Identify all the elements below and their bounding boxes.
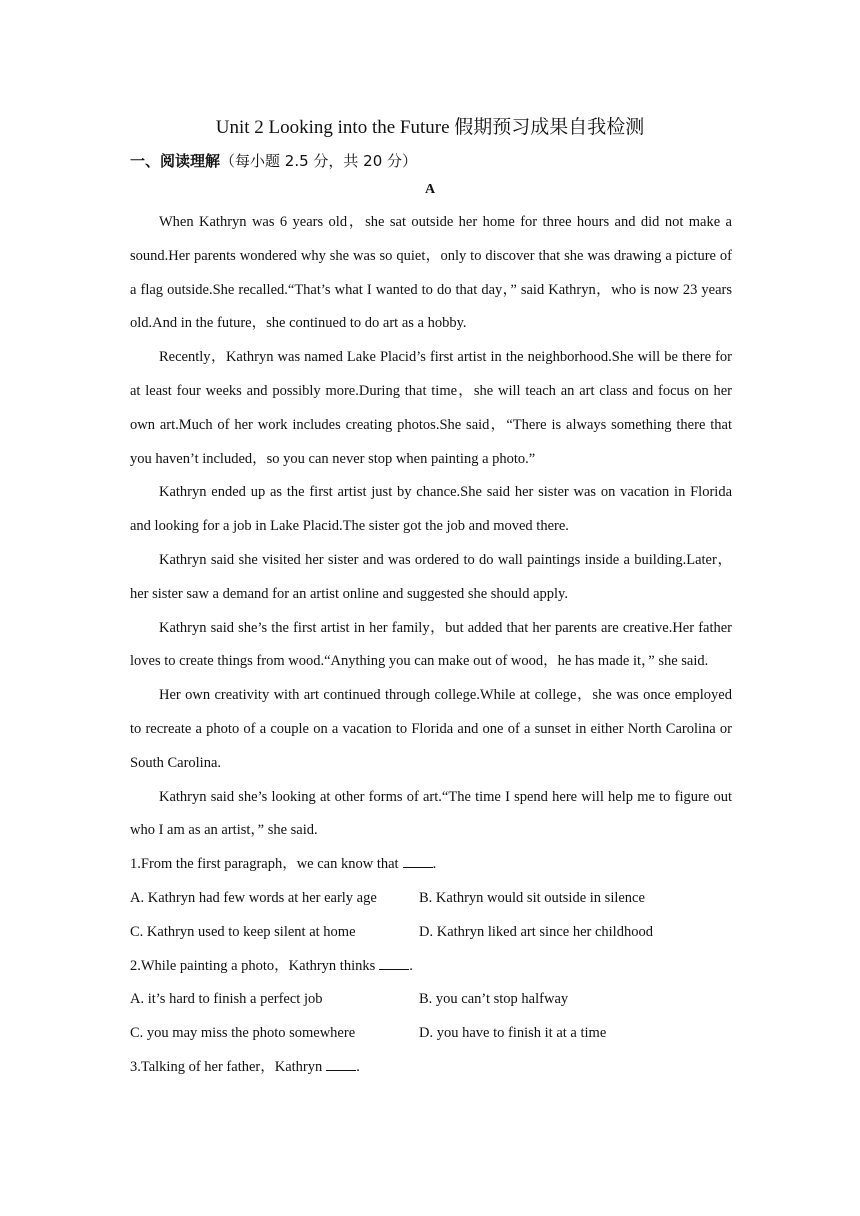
question-2-options-row-2 [130, 1017, 732, 1051]
answer-blank [326, 1069, 356, 1071]
document-title: Unit 2 Looking into the Future 假期预习成果自我检测 [215, 117, 645, 138]
answer-blank [403, 866, 433, 868]
question-1-options-row-2 [130, 916, 732, 950]
question-1: 1.From the first paragraph，we can know that . [130, 856, 437, 873]
question-1-stem: 1.From the first paragraph，we can know that [130, 856, 399, 873]
option-c: C. Kathryn used to keep silent at home [130, 923, 356, 940]
paragraph-6: Her own creativity with art continued through college.While at college，she was once employed to recreate a photo of a couple on a vacation to Florida and one of a sunset in either North Carolina or South Carolina. [130, 687, 732, 771]
question-2: 2.While painting a photo，Kathryn thinks . [130, 957, 413, 974]
option-a: A. Kathryn had few words at her early age [130, 889, 377, 906]
question-3-stem: 3.Talking of her father，Kathryn [130, 1058, 323, 1075]
question-2-stem: 2.While painting a photo，Kathryn thinks [130, 957, 376, 974]
option-d: D. Kathryn liked art since her childhood [419, 923, 653, 940]
paragraph-5: Kathryn said she’s the first artist in her family，but added that her parents are creative.Her father loves to create things from wood.“Anything you can make out of wood，he has made it，” she said. [130, 619, 732, 670]
passage-label: A [424, 182, 436, 197]
section-title: 一、阅读理解 [130, 152, 221, 170]
paragraph-1: When Kathryn was 6 years old，she sat outside her home for three hours and did not make a sound.Her parents wondered why she was so quiet，only to discover that she was drawing a picture of a flag outside.She recalled.“That’s what I wanted to do that day，” said Kathryn，who is now 23 years old.And in the future，she continued to do art as a hobby. [130, 214, 732, 332]
answer-blank [379, 968, 409, 970]
option-c: C. you may miss the photo somewhere [130, 1025, 356, 1042]
option-b: B. Kathryn would sit outside in silence [419, 889, 645, 906]
section-heading [130, 150, 417, 172]
passage-body [130, 206, 732, 1085]
question-2-options-row-1 [130, 983, 732, 1017]
paragraph-2: Recently，Kathryn was named Lake Placid’s first artist in the neighborhood.She will be there for at least four weeks and possibly more.During that time，she will teach an art class and focus on her own art.Much of her work includes creating photos.She said，“There is always something there that you haven’t included，so you can never stop when painting a photo.” [130, 349, 732, 467]
question-3: 3.Talking of her father，Kathryn . [130, 1058, 360, 1075]
question-1-options-row-1 [130, 882, 732, 916]
paragraph-3: Kathryn ended up as the first artist just by chance.She said her sister was on vacation in Florida and looking for a job in Lake Placid.The sister got the job and moved there. [130, 484, 732, 535]
option-b: B. you can’t stop halfway [419, 991, 569, 1008]
option-a: A. it’s hard to finish a perfect job [130, 991, 323, 1008]
section-scoring-note: （每小题 2.5 分，共 20 分） [220, 152, 418, 170]
option-d: D. you have to finish it at a time [419, 1025, 607, 1042]
paragraph-4: Kathryn said she visited her sister and was ordered to do wall paintings inside a building.Later，her sister saw a demand for an artist online and suggested she should apply. [130, 551, 732, 602]
paragraph-7: Kathryn said she’s looking at other forms of art.“The time I spend here will help me to figure out who I am as an artist，” she said. [130, 788, 732, 839]
